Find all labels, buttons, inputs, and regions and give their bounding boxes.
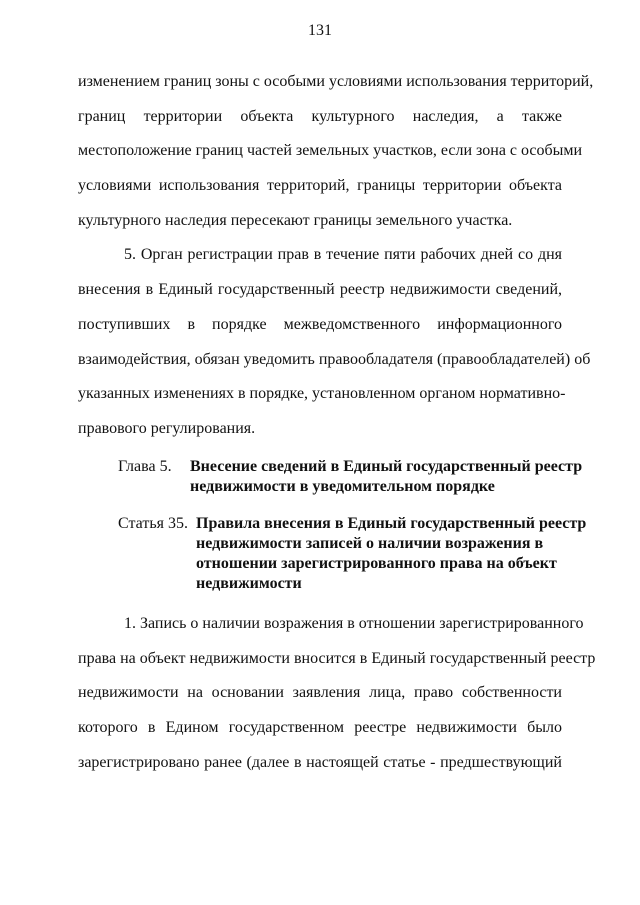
text-line: которого в Едином государственном реестре недвижимости было (78, 719, 562, 737)
article-heading (118, 514, 587, 596)
text-line: внесения в Единый государственный реестр недвижимости сведений, (78, 281, 562, 299)
text-line: 5. Орган регистрации прав в течение пяти рабочих дней со дня (124, 246, 562, 264)
article-title-line: недвижимости (196, 575, 302, 592)
text-line: правового регулирования. (78, 419, 256, 437)
article-title (196, 514, 586, 594)
text-line: взаимодействия, обязан уведомить правообладателя (правообладателей) об (78, 350, 591, 368)
article-title-line: отношении зарегистрированного права на объект (196, 555, 557, 572)
text-line: зарегистрировано ранее (далее в настоящей статье - предшествующий (78, 753, 562, 771)
text-line: 1. Запись о наличии возражения в отношении зарегистрированного (124, 615, 584, 632)
text-line: недвижимости на основании заявления лица, право собственности (78, 684, 562, 702)
text-line: культурного наследия пересекают границы земельного участка. (78, 211, 513, 229)
text-line: местоположение границ частей земельных участков, если зона с особыми (78, 142, 583, 160)
chapter-heading (118, 457, 583, 499)
text-line: условиями использования территорий, границы территории объекта (78, 177, 562, 195)
text-line: границ территории объекта культурного наследия, а также (78, 107, 562, 125)
article-title-line: Правила внесения в Единый государственный реестр (196, 515, 587, 532)
text-line: права на объект недвижимости вносится в Единый государственный реестр (78, 649, 596, 667)
text-line: поступивших в порядке межведомственного информационного (78, 315, 562, 333)
text-line: изменением границ зоны с особыми условиями использования территорий, (78, 73, 594, 90)
paragraph-1-and-2 (78, 71, 594, 453)
chapter-title (190, 457, 582, 497)
article-label: Статья 35. (118, 515, 188, 532)
page-number: 131 (308, 22, 332, 39)
chapter-label: Глава 5. (118, 458, 172, 475)
chapter-title-line: Внесение сведений в Единый государственный реестр (190, 458, 583, 475)
text-line: указанных изменениях в порядке, установленном органом нормативно- (78, 385, 566, 403)
chapter-title-line: недвижимости в уведомительном порядке (190, 478, 495, 495)
article-title-line: недвижимости записей о наличии возражения в (196, 535, 544, 552)
paragraph-3 (78, 613, 596, 786)
